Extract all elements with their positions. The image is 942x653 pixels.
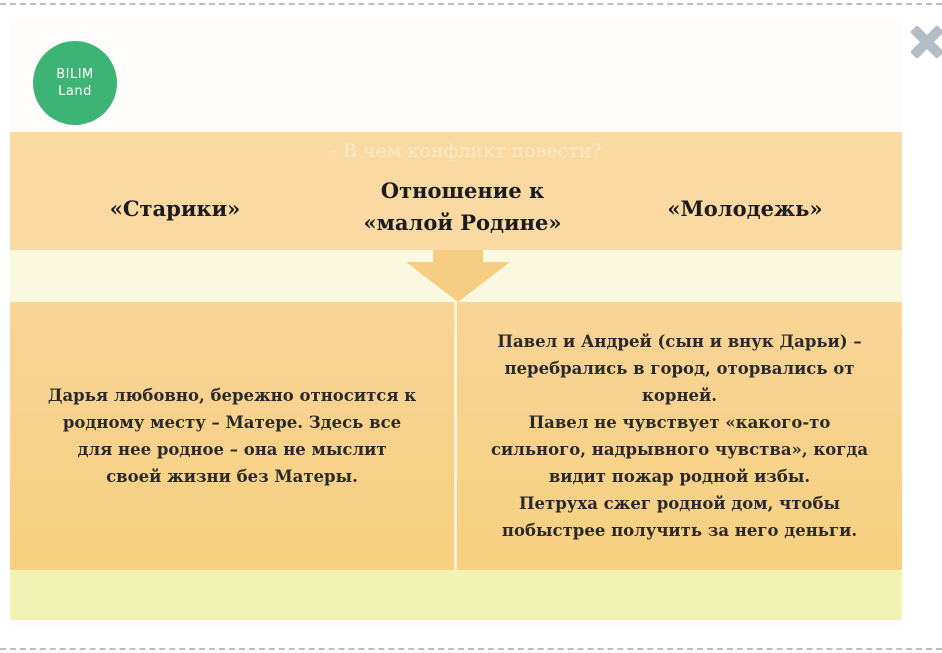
center-title-line-2: «малой Родине» [363, 210, 562, 235]
bilimland-logo [33, 41, 117, 125]
top-dashed-border [0, 3, 942, 5]
text-line: Павел и Андрей (сын и внук Дарьи) – [497, 332, 862, 351]
text-line: сильного, надрывного чувства», когда [490, 440, 869, 459]
text-line: побыстрее получить за него деньги. [501, 521, 858, 540]
text-line: для нее родное – она не мыслит [77, 440, 387, 459]
text-line: своей жизни без Матеры. [106, 467, 358, 486]
young-generation-text [491, 328, 868, 544]
column-title-old: «Старики» [109, 196, 241, 221]
column-title-young: «Молодежь» [667, 196, 823, 221]
arrow-stem [433, 250, 483, 262]
slide [10, 17, 902, 631]
column-title-center [340, 175, 585, 239]
bottom-dashed-border [0, 648, 942, 650]
text-line: Дарья любовно, бережно относится к [47, 386, 417, 405]
text-line: Петруха сжег родной дом, чтобы [518, 494, 840, 513]
young-generation-box [457, 302, 902, 570]
logo-line-1: BILIM [56, 67, 94, 82]
old-generation-box [10, 302, 454, 570]
bottom-band [10, 570, 902, 620]
text-line: перебрались в город, оторвались от [504, 359, 855, 378]
text-line: видит пожар родной избы. [548, 467, 811, 486]
old-generation-text [48, 382, 416, 490]
slide-question: - В чем конфликт повести? [330, 140, 602, 162]
center-title-line-1: Отношение к [380, 178, 545, 203]
close-icon[interactable] [906, 22, 942, 62]
logo-line-2: Land [58, 84, 92, 99]
text-line: родному месту – Матере. Здесь все [62, 413, 402, 432]
text-line: корней. [641, 386, 717, 405]
text-line: Павел не чувствует «какого-то [528, 413, 831, 432]
